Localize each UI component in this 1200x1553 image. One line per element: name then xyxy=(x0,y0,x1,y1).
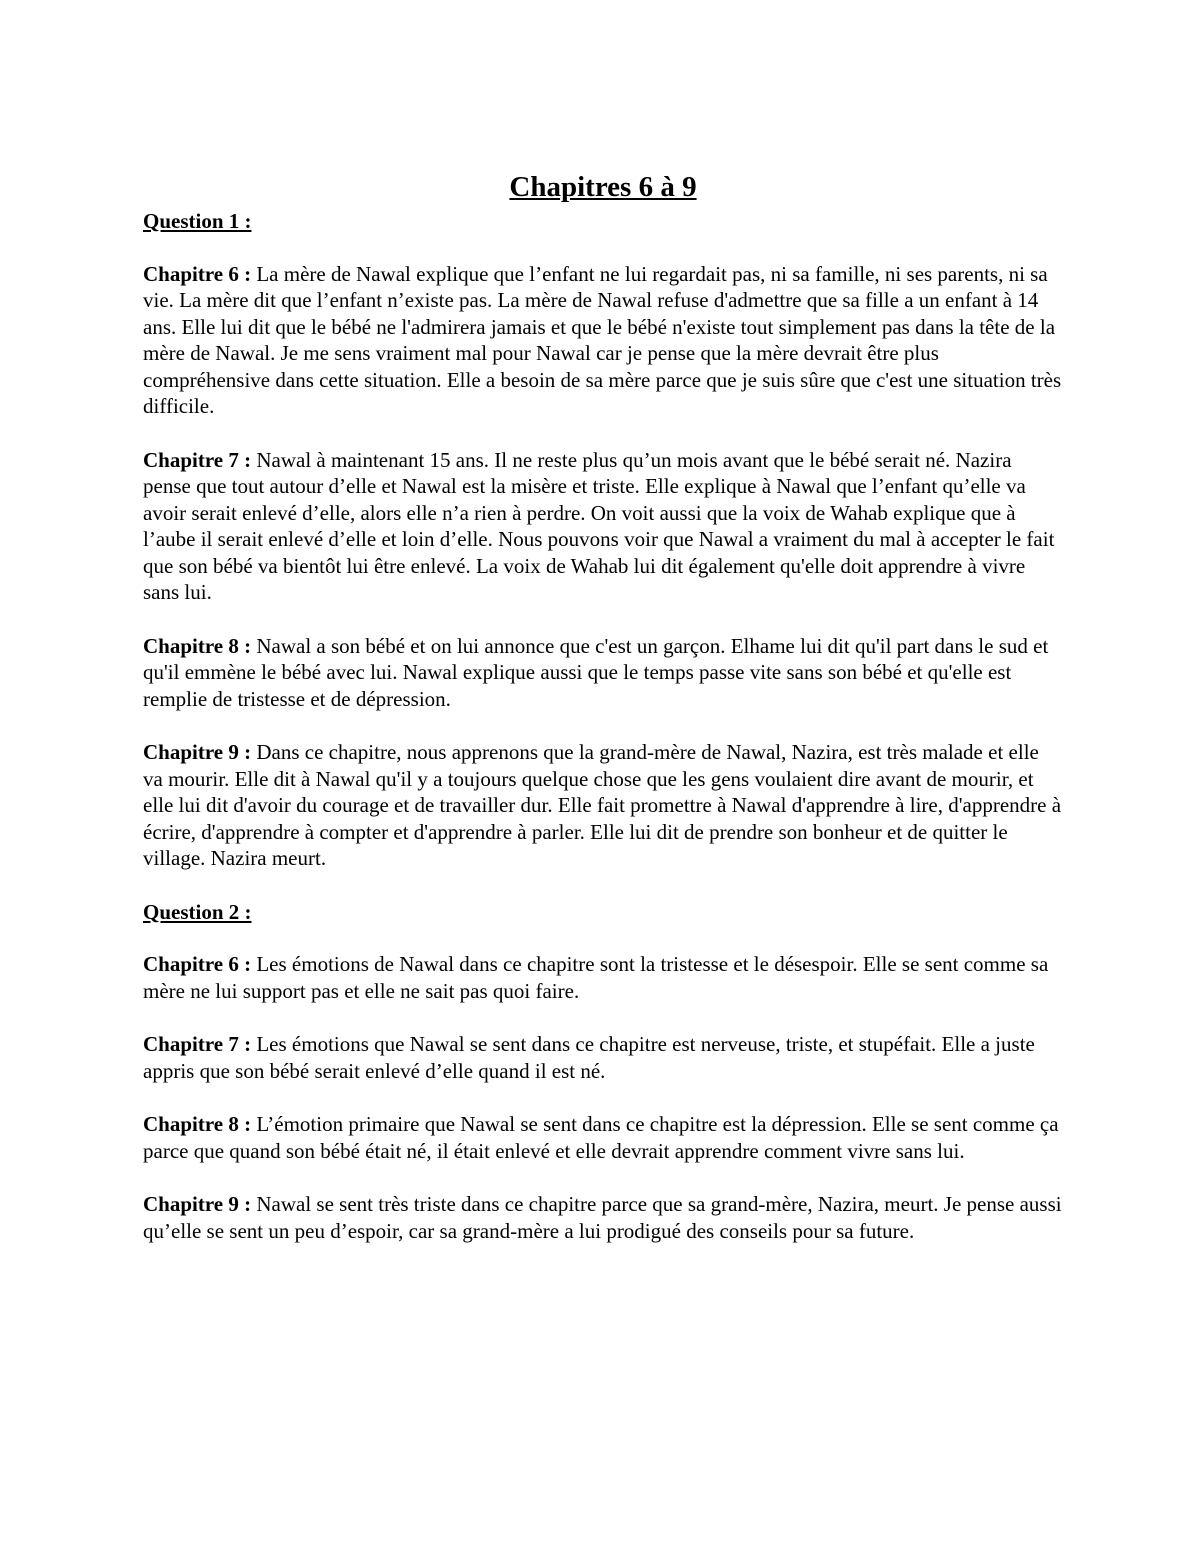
question-1-heading: Question 1 : xyxy=(143,209,252,233)
chapter-text: Nawal a son bébé et on lui annonce que c'est un garçon. Elhame lui dit qu'il part dans le sud et qu'il emmène le bébé avec lui. Nawal explique aussi que le temps passe vite sans son bébé et qu'elle est remplie de tristesse et de dépression. xyxy=(143,633,1049,711)
q2-chapitre-8-paragraph xyxy=(143,1111,1063,1164)
q1-chapitre-6-paragraph xyxy=(143,261,1063,420)
chapter-label: Chapitre 7 : xyxy=(143,447,252,472)
document-content xyxy=(143,168,1063,1271)
chapter-text: Nawal à maintenant 15 ans. Il ne reste plus qu’un mois avant que le bébé serait né. Nazira pense que tout autour d’elle et Nawal est la misère et triste. Elle explique à Nawal que l’enfant qu’elle va avoir serait enlevé d’elle, alors elle n’a rien à perdre. On voit aussi que la voix de Wahab explique que à l’aube il serait enlevé d’elle et loin d’elle. Nous pouvons voir que Nawal a vraiment du mal à accepter le fait que son bébé va bientôt lui être enlevé. La voix de Wahab lui dit également qu'elle doit apprendre à vivre sans lui. xyxy=(143,447,1055,604)
question-1-section xyxy=(143,208,1063,872)
chapter-label: Chapitre 9 : xyxy=(143,740,252,764)
chapter-text: La mère de Nawal explique que l’enfant ne lui regardait pas, ni sa famille, ni ses parents, ni sa vie. La mère dit que l’enfant n’existe pas. La mère de Nawal refuse d'admettre que sa fille a un enfant à 14 ans. Elle lui dit que le bébé ne l'admirera jamais et que le bébé n'existe tout simplement pas dans la tête de la mère de Nawal. Je me sens vraiment mal pour Nawal car je pense que la mère devrait être plus compréhensive dans cette situation. Elle a besoin de sa mère parce que je suis sûre que c'est une situation très difficile. xyxy=(143,261,1062,418)
chapter-label: Chapitre 8 : xyxy=(143,633,252,658)
q2-chapitre-9-paragraph xyxy=(143,1191,1063,1244)
q2-chapitre-7-paragraph xyxy=(143,1031,1063,1084)
chapter-label: Chapitre 8 : xyxy=(143,1112,252,1136)
chapter-label: Chapitre 6 : xyxy=(143,261,252,286)
chapter-label: Chapitre 6 : xyxy=(143,952,252,976)
question-2-heading: Question 2 : xyxy=(143,899,252,924)
chapter-text: Nawal se sent très triste dans ce chapitre parce que sa grand-mère, Nazira, meurt. Je pense aussi qu’elle se sent un peu d’espoir, car sa grand-mère a lui prodigué des conseils pour sa future. xyxy=(143,1192,1062,1243)
chapter-label: Chapitre 9 : xyxy=(143,1192,252,1216)
q1-chapitre-7-paragraph xyxy=(143,447,1063,606)
q1-chapitre-9-paragraph xyxy=(143,739,1063,872)
chapter-text: Dans ce chapitre, nous apprenons que la grand-mère de Nawal, Nazira, est très malade et elle va mourir. Elle dit à Nawal qu'il y a toujours quelque chose que les gens voulaient dire avant de mourir, et elle lui dit d'avoir du courage et de travailler dur. Elle fait promettre à Nawal d'apprendre à lire, d'apprendre à écrire, d'apprendre à compter et d'apprendre à parler. Elle lui dit de prendre son bonheur et de quitter le village. Nazira meurt. xyxy=(143,740,1062,870)
q2-chapitre-6-paragraph xyxy=(143,951,1063,1004)
document-title: Chapitres 6 à 9 xyxy=(509,171,697,203)
chapter-text: Les émotions de Nawal dans ce chapitre sont la tristesse et le désespoir. Elle se sent comme sa mère ne lui support pas et elle ne sait pas quoi faire. xyxy=(143,952,1049,1003)
chapter-text: Les émotions que Nawal se sent dans ce chapitre est nerveuse, triste, et stupéfait. Elle a juste appris que son bébé serait enlevé d’elle quand il est né. xyxy=(143,1032,1035,1083)
chapter-label: Chapitre 7 : xyxy=(143,1032,252,1056)
chapter-text: L’émotion primaire que Nawal se sent dans ce chapitre est la dépression. Elle se sent comme ça parce que quand son bébé était né, il était enlevé et elle devrait apprendre comment vivre sans lui. xyxy=(143,1112,1059,1163)
q1-chapitre-8-paragraph xyxy=(143,633,1063,713)
question-2-section xyxy=(143,899,1063,1245)
